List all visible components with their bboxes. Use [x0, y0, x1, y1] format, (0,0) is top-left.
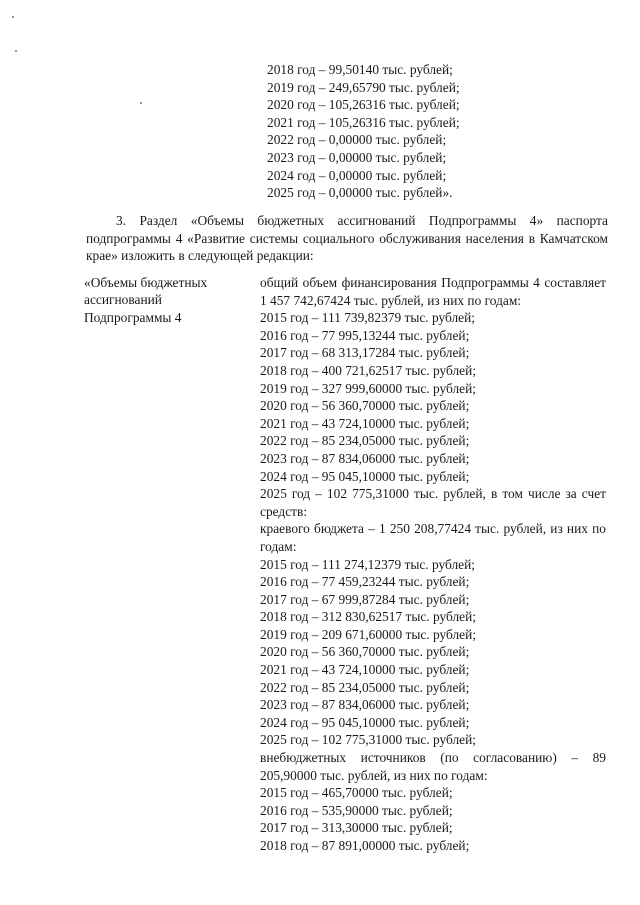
year-line: 2023 год – 0,00000 тыс. рублей;: [267, 149, 447, 165]
total-year-line: 2020 год – 56 360,70000 тыс. рублей;: [260, 398, 470, 414]
total-year-line: 2016 год – 77 995,13244 тыс. рублей;: [260, 327, 470, 343]
year-line: 2022 год – 0,00000 тыс. рублей;: [267, 132, 447, 148]
section-paragraph: [86, 212, 608, 265]
regional-year-line: 2018 год – 312 830,62517 тыс. рублей;: [260, 609, 477, 625]
regional-budget-text: краевого бюджета – 1 250 208,77424 тыс. рублей, из них по годам:: [260, 521, 606, 554]
regional-year-line: 2017 год – 67 999,87284 тыс. рублей;: [260, 591, 470, 607]
extrabudget-text: внебюджетных источников (по согласованию) – 89 205,90000 тыс. рублей, из них по годам:: [260, 750, 606, 783]
top-year-list: [267, 61, 460, 202]
extrabudget-year-line: 2018 год – 87 891,00000 тыс. рублей;: [260, 838, 470, 853]
regional-year-line: 2019 год – 209 671,60000 тыс. рублей;: [260, 626, 477, 642]
total-year-line: 2022 год – 85 234,05000 тыс. рублей;: [260, 433, 470, 449]
total-year-line: 2023 год – 87 834,06000 тыс. рублей;: [260, 450, 470, 466]
paragraph-text: 3. Раздел «Объемы бюджетных ассигнований Подпрограммы 4» паспорта подпрограммы 4 «Развитие системы социального обслуживания населения в Камчатском крае» изложить в следующей редакции:: [86, 213, 608, 264]
total-financing-text: общий объем финансирования Подпрограммы 4 составляет 1 457 742,67424 тыс. рублей, из них по годам:: [260, 275, 606, 308]
regional-year-line: 2022 год – 85 234,05000 тыс. рублей;: [260, 679, 470, 695]
total-year-last: 2025 год – 102 775,31000 тыс. рублей, в том числе за счет средств:: [260, 486, 606, 519]
year-line: 2019 год – 249,65790 тыс. рублей;: [267, 79, 460, 95]
year-line: 2025 год – 0,00000 тыс. рублей».: [267, 185, 453, 201]
total-year-line: 2019 год – 327 999,60000 тыс. рублей;: [260, 380, 477, 396]
total-year-line: 2018 год – 400 721,62517 тыс. рублей;: [260, 362, 477, 378]
regional-year-line: 2025 год – 102 775,31000 тыс. рублей;: [260, 732, 477, 748]
regional-year-line: 2015 год – 111 274,12379 тыс. рублей;: [260, 556, 476, 572]
label-line: ассигнований: [84, 292, 162, 308]
regional-year-line: 2023 год – 87 834,06000 тыс. рублей;: [260, 697, 470, 713]
total-year-line: 2021 год – 43 724,10000 тыс. рублей;: [260, 415, 470, 431]
total-year-line: 2015 год – 111 739,82379 тыс. рублей;: [260, 310, 476, 326]
year-line: 2021 год – 105,26316 тыс. рублей;: [267, 114, 460, 130]
year-line: 2018 год – 99,50140 тыс. рублей;: [267, 62, 453, 77]
year-line: 2024 год – 0,00000 тыс. рублей;: [267, 167, 447, 183]
extrabudget-year-line: 2015 год – 465,70000 тыс. рублей;: [260, 785, 453, 801]
extrabudget-year-line: 2016 год – 535,90000 тыс. рублей;: [260, 802, 453, 818]
budget-label: [84, 274, 254, 326]
regional-year-line: 2016 год – 77 459,23244 тыс. рублей;: [260, 574, 470, 590]
regional-year-line: 2021 год – 43 724,10000 тыс. рублей;: [260, 662, 470, 678]
label-line: Подпрограммы 4: [84, 309, 182, 325]
scan-speck: [140, 102, 142, 104]
extrabudget-year-line: 2017 год – 313,30000 тыс. рублей;: [260, 820, 453, 836]
scan-speck: [12, 16, 14, 18]
scan-speck: [15, 50, 17, 52]
regional-year-line: 2020 год – 56 360,70000 тыс. рублей;: [260, 644, 470, 660]
label-line: «Объемы бюджетных: [84, 275, 208, 290]
budget-content: [260, 274, 606, 855]
total-year-line: 2024 год – 95 045,10000 тыс. рублей;: [260, 468, 470, 484]
total-year-line: 2017 год – 68 313,17284 тыс. рублей;: [260, 345, 470, 361]
regional-year-line: 2024 год – 95 045,10000 тыс. рублей;: [260, 714, 470, 730]
year-line: 2020 год – 105,26316 тыс. рублей;: [267, 97, 460, 113]
